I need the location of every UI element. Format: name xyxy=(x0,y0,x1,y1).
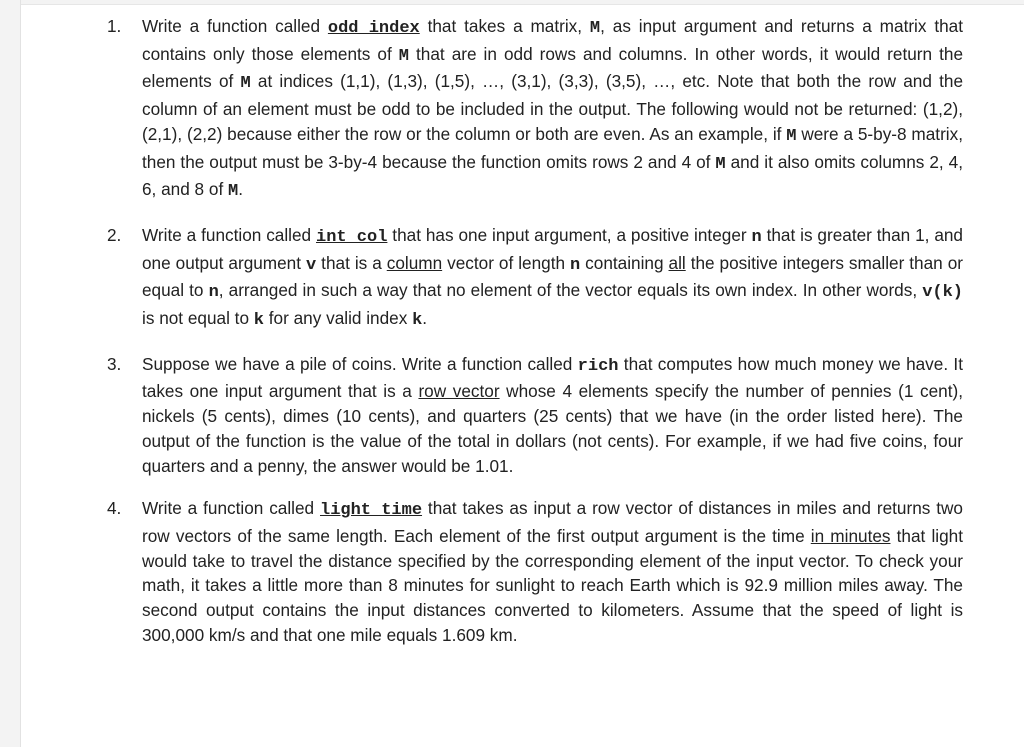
text-run: Write a function called xyxy=(142,224,316,245)
question-item xyxy=(107,223,963,334)
question-text xyxy=(142,223,963,334)
code-identifier: M xyxy=(398,46,409,66)
text-run: that are in odd rows and columns. In other words, it would return the elements of xyxy=(142,43,963,92)
question-text xyxy=(142,352,963,479)
code-identifier: M xyxy=(715,154,726,174)
code-identifier: n xyxy=(208,283,219,303)
text-run: at indices (1,1), (1,3), (1,5), …, (3,1), (3,3), (3,5), …, etc. Note that both the row and the column of an element must be odd to be included in the output. The following would not be returned: (1,2), (2,1), (2,2) because either the row or the column or both are even. As an example, if xyxy=(142,71,964,144)
text-run: that is greater than 1, and one output argument xyxy=(142,224,963,273)
code-identifier: int_col xyxy=(316,227,388,247)
text-run: . xyxy=(238,179,243,200)
page-left-edge xyxy=(0,0,21,747)
code-identifier: v(k) xyxy=(922,283,963,303)
text-run: containing xyxy=(580,252,669,273)
code-identifier: v xyxy=(306,255,317,275)
text-run: that light would take to travel the distance specified by the corresponding element of the input vector. To check your math, it takes a little more than 8 minutes for sunlight to reach Earth which is 92.9 million miles away. The second output contains the input distances converted to kilometers. Assume that the speed of light is 300,000 km/s and that one mile equals 1.609 km. xyxy=(142,525,964,645)
page-top-edge xyxy=(0,0,1024,5)
code-identifier: n xyxy=(570,255,581,275)
code-identifier: M xyxy=(228,182,239,202)
text-run: , as input argument and returns a matrix that contains only those elements of xyxy=(142,16,964,64)
question-item xyxy=(107,352,963,479)
code-identifier: M xyxy=(240,74,251,94)
code-identifier: k xyxy=(253,311,264,331)
text-run: Write a function called xyxy=(142,16,328,36)
question-number: 4. xyxy=(107,498,122,519)
text-run: that has one input argument, a positive integer xyxy=(387,224,752,245)
text-run: that takes as input a row vector of distances in miles and returns two row vectors of the same length. Each element of the first output argument is the time xyxy=(142,498,963,546)
text-run: , arranged in such a way that no element of the vector equals its own index. In other words, xyxy=(218,280,923,301)
question-number: 1. xyxy=(107,16,122,36)
text-run: . xyxy=(422,308,428,329)
code-identifier: M xyxy=(589,19,601,38)
text-run: Write a function called xyxy=(142,498,320,519)
text-run: in minutes xyxy=(810,525,891,546)
code-identifier: n xyxy=(751,227,762,247)
text-run: that is a xyxy=(316,252,387,273)
question-text xyxy=(142,14,963,205)
code-identifier: rich xyxy=(577,356,619,376)
text-run: Suppose we have a pile of coins. Write a function called xyxy=(142,353,578,374)
text-run: vector of length xyxy=(442,252,570,273)
text-run: and it also omits columns 2, 4, 6, and 8 of xyxy=(142,151,963,200)
code-identifier: M xyxy=(786,126,797,146)
text-run: that computes how much money we have. It takes one input argument that is a xyxy=(142,353,963,402)
question-item xyxy=(107,496,963,647)
text-run: for any valid index xyxy=(264,308,413,329)
text-run: is not equal to xyxy=(142,308,254,329)
code-identifier: odd_index xyxy=(327,19,420,38)
question-text xyxy=(142,496,963,647)
text-run: row vector xyxy=(418,381,500,402)
text-run: were a 5-by-8 matrix, then the output must be 3-by-4 because the function omits rows 2 and 4 of xyxy=(142,123,963,172)
document-page xyxy=(107,14,963,665)
question-item xyxy=(107,14,963,205)
text-run: column xyxy=(386,252,443,273)
code-identifier: light_time xyxy=(320,501,423,521)
text-run: the positive integers smaller than or equal to xyxy=(142,252,963,301)
text-run: that takes a matrix, xyxy=(419,16,590,36)
question-number: 2. xyxy=(107,224,122,245)
code-identifier: k xyxy=(412,311,423,331)
text-run: whose 4 elements specify the number of pennies (1 cent), nickels (5 cents), dimes (10 cents), and quarters (25 cents) that we have (in the order listed here). The output of the function is the value of the total in dollars (not cents). For example, if we had five coins, four quarters and a penny, the answer would be 1.01. xyxy=(142,381,963,476)
question-number: 3. xyxy=(107,353,122,374)
text-run: all xyxy=(668,252,686,273)
